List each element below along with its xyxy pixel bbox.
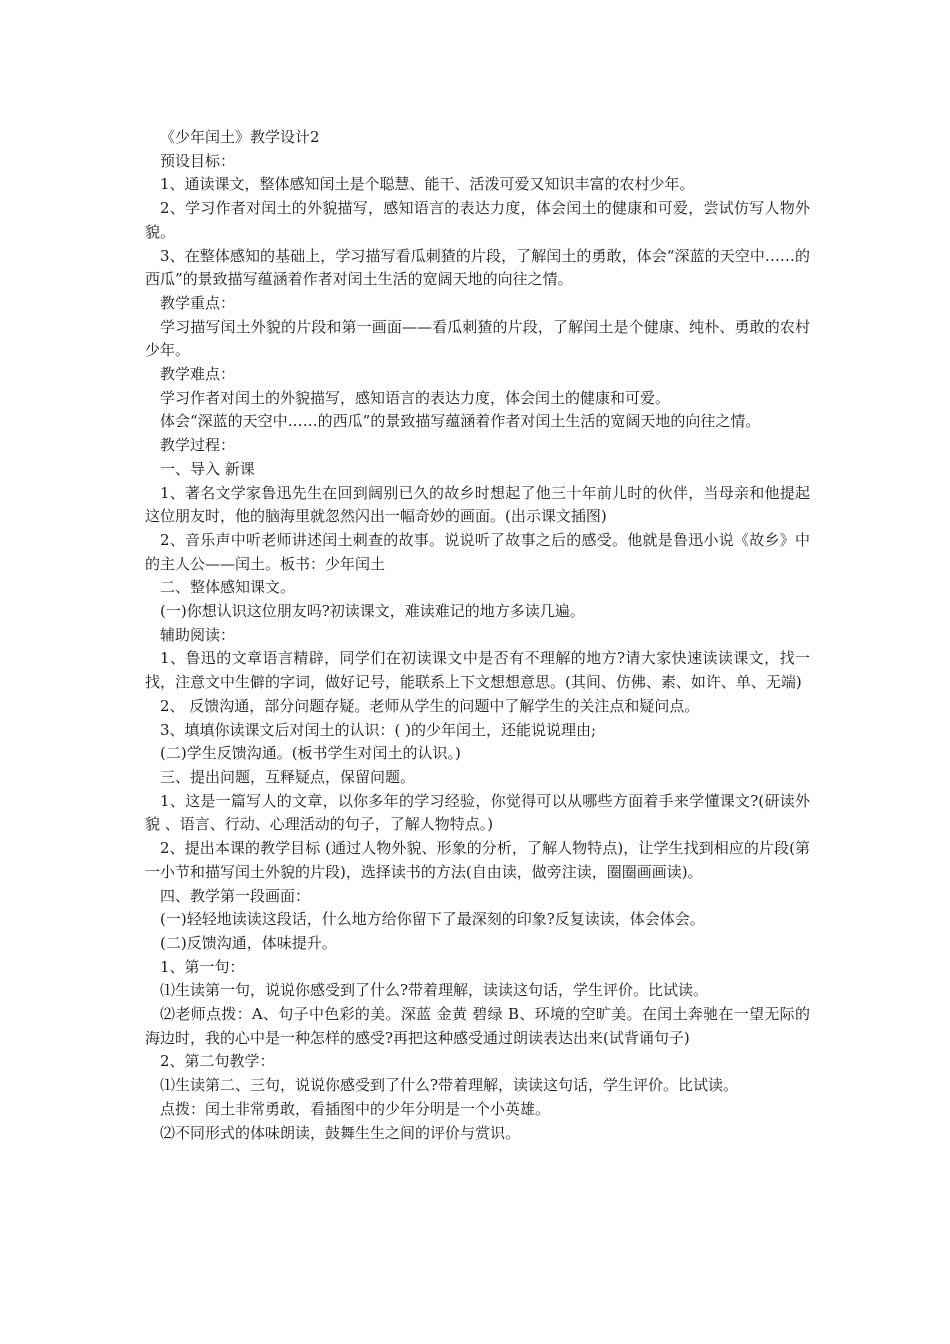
section-heading: 三、提出问题，互释疑点，保留问题。 bbox=[160, 767, 416, 786]
paragraph: 学习描写闰土外貌的片段和第一画面——看瓜刺猹的片段，了解闰土是个健康、纯朴、勇敢的农村少年。 bbox=[145, 317, 810, 360]
paragraph: 学习作者对闰土的外貌描写，感知语言的表达力度，体会闰土的健康和可爱。 bbox=[160, 388, 671, 407]
section-heading: 四、教学第一段画面： bbox=[160, 886, 311, 905]
paragraph: 1、这是一篇写人的文章，以你多年的学习经验，你觉得可以从哪些方面着手来学懂课文?(研读外貌 、语言、行动、心理活动的句子，了解人物特点。) bbox=[145, 791, 810, 834]
paragraph: 2、 反馈沟通，部分问题存疑。老师从学生的问题中了解学生的关注点和疑问点。 bbox=[160, 696, 700, 715]
section-heading: 一、导入 新课 bbox=[160, 459, 255, 478]
section-heading: 二、整体感知课文。 bbox=[160, 578, 296, 597]
section-heading: 教学难点： bbox=[160, 365, 236, 384]
section-heading: 教学重点： bbox=[160, 293, 236, 312]
section-heading: 预设目标： bbox=[160, 151, 236, 170]
paragraph: 点拨：闰土非常勇敢，看插图中的少年分明是一个小英雄。 bbox=[160, 1099, 551, 1118]
paragraph: 2、第二句教学： bbox=[160, 1052, 275, 1071]
paragraph: 1、通读课文，整体感知闰土是个聪慧、能干、活泼可爱又知识丰富的农村少年。 bbox=[160, 175, 695, 194]
paragraph: (二)学生反馈沟通。(板书学生对闰土的认识。) bbox=[160, 744, 461, 763]
paragraph: (一)你想认识这位朋友吗?初读课文，难读难记的地方多读几遍。 bbox=[160, 602, 585, 621]
paragraph: ⑴生读第一句，说说你感受到了什么?带着理解，读读这句话，学生评价。比试读。 bbox=[160, 981, 709, 1000]
paragraph: (一)轻轻地读读这段话，什么地方给你留下了最深刻的印象?反复读读，体会体会。 bbox=[160, 910, 705, 929]
section-heading: 教学过程： bbox=[160, 436, 236, 455]
paragraph: 3、在整体感知的基础上，学习描写看瓜刺猹的片段，了解闰土的勇敢，体会“深蓝的天空中……的西瓜”的景致描写蕴涵着作者对闰土生活的宽阔天地的向往之情。 bbox=[145, 246, 810, 289]
paragraph: 2、音乐声中听老师讲述闰土刺查的故事。说说听了故事之后的感受。他就是鲁迅小说《故乡》中的主人公——闰土。板书：少年闰土 bbox=[145, 530, 810, 573]
paragraph: ⑴生读第二、三句，说说你感受到了什么?带着理解，读读这句话，学生评价。比试读。 bbox=[160, 1076, 739, 1095]
paragraph: 1、第一句： bbox=[160, 957, 245, 976]
paragraph: 2、学习作者对闰土的外貌描写，感知语言的表达力度，体会闰土的健康和可爱，尝试仿写人物外貌。 bbox=[145, 199, 810, 241]
document-title: 《少年闰土》教学设计2 bbox=[160, 128, 320, 146]
paragraph: ⑵不同形式的体味朗读，鼓舞生生之间的评价与赏识。 bbox=[160, 1123, 521, 1142]
paragraph: 3、填填你读课文后对闰土的认识：( )的少年闰土，还能说说理由; bbox=[160, 720, 597, 739]
paragraph: 1、著名文学家鲁迅先生在回到阔别已久的故乡时想起了他三十年前儿时的伙伴，当母亲和他提起这位朋友时，他的脑海里就忽然闪出一幅奇妙的画面。(出示课文插图) bbox=[145, 483, 810, 526]
paragraph: 体会“深蓝的天空中……的西瓜”的景致描写蕴涵着作者对闰土生活的宽阔天地的向往之情。 bbox=[160, 412, 761, 431]
paragraph: 2、提出本课的教学目标 (通过人物外貌、形象的分析，了解人物特点)，让学生找到相应的片段(第一小节和描写闰土外貌的片段)，选择读书的方法(自由读，做旁注读，圈圈画画读)。 bbox=[145, 839, 810, 881]
document-body bbox=[145, 126, 810, 1145]
paragraph: ⑵老师点拨：A、句子中色彩的美。深蓝 金黄 碧绿 B、环境的空旷美。在闰土奔驰在一望无际的海边时，我的心中是一种怎样的感受?再把这种感受通过朗读表达出来(试背诵句子) bbox=[145, 1005, 810, 1047]
paragraph: 1、鲁迅的文章语言精辟，同学们在初读课文中是否有不理解的地方?请大家快速读读课文，找一找，注意文中生僻的字词，做好记号，能联系上下文想想意思。(其间、仿佛、素、如许、单、无端) bbox=[145, 649, 810, 692]
paragraph: (二)反馈沟通，体味提升。 bbox=[160, 933, 337, 952]
section-heading: 辅助阅读： bbox=[160, 625, 236, 644]
